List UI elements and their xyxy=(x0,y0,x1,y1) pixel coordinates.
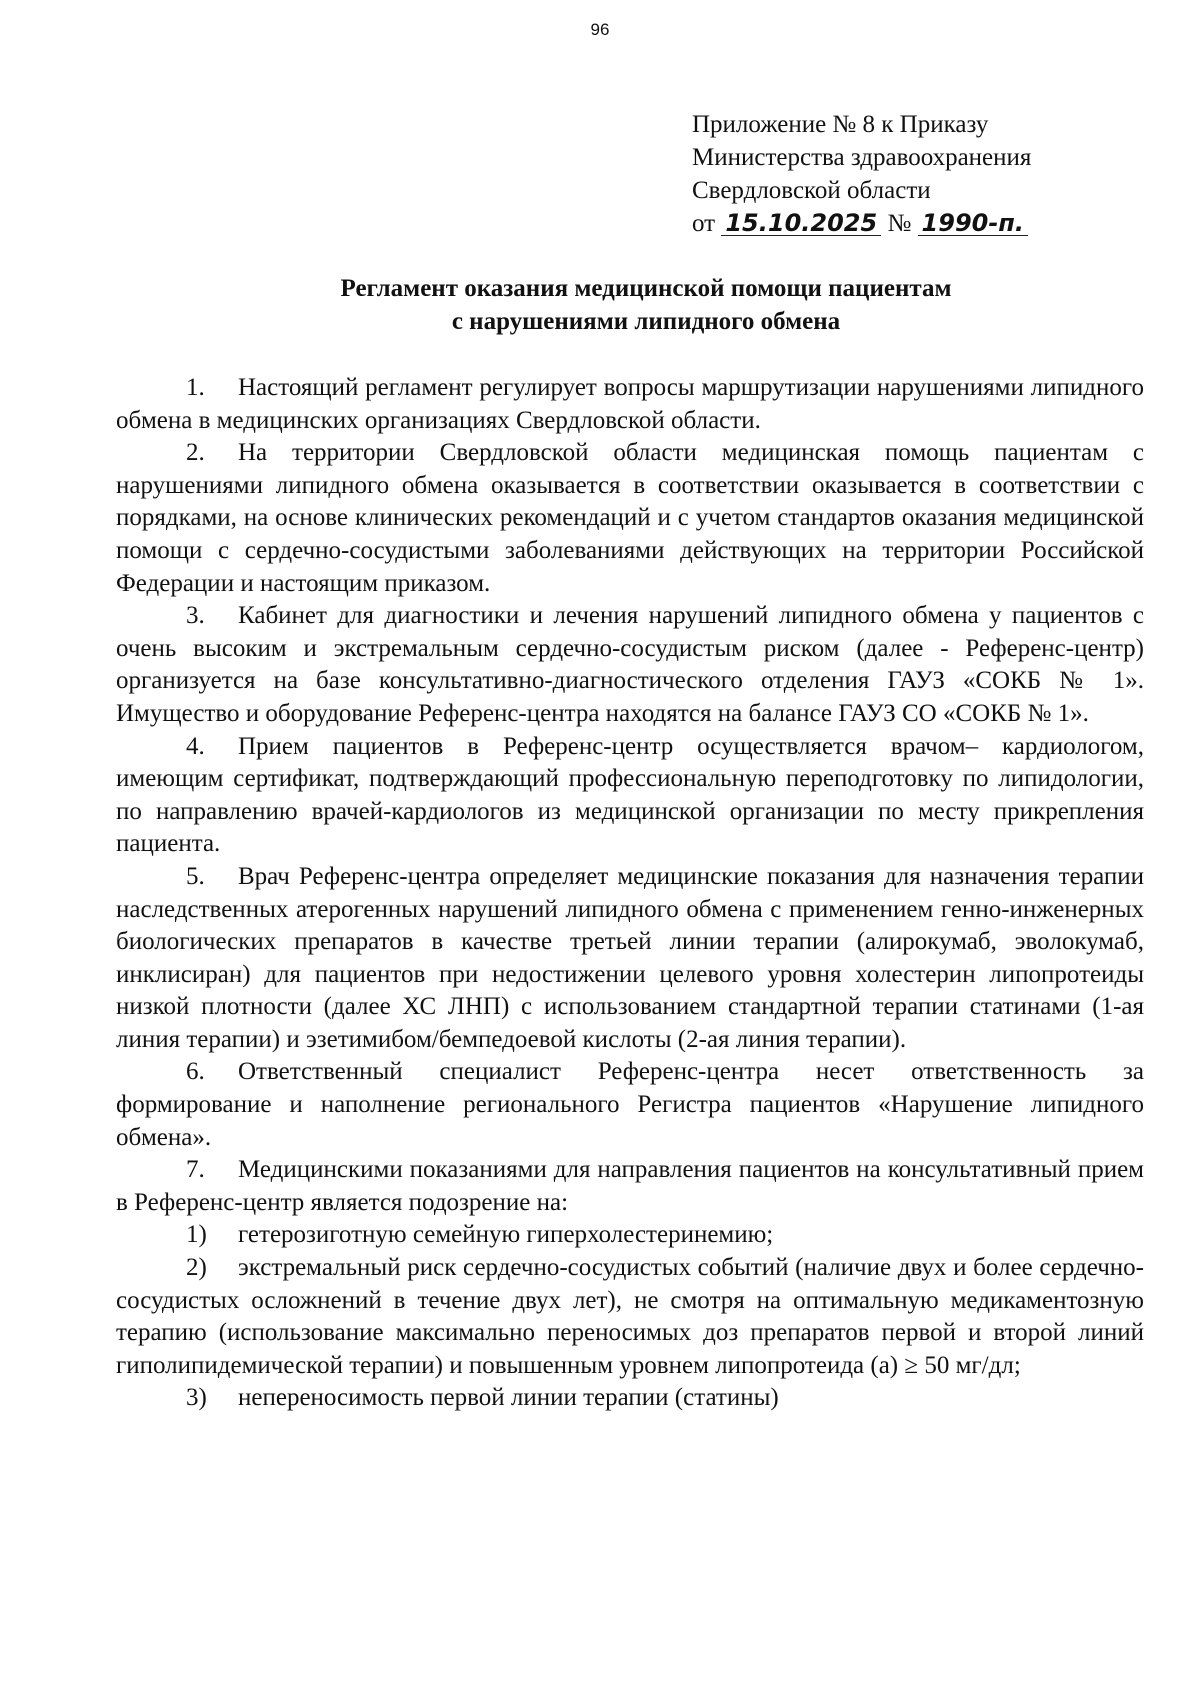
appendix-line-3: Свердловской области xyxy=(692,177,931,204)
list-item-text: непереносимость первой линии терапии (статины) xyxy=(238,1384,779,1412)
paragraph-7 xyxy=(116,1154,1144,1219)
list-item-number: 2) xyxy=(186,1254,207,1282)
paragraph-number: 3. xyxy=(186,602,205,630)
appendix-line-1: Приложение № 8 к Приказу xyxy=(692,111,989,138)
paragraph-4 xyxy=(116,731,1144,861)
handwritten-order-number: 1990-п. xyxy=(918,211,1028,236)
paragraph-6 xyxy=(116,1056,1144,1154)
page-number: 96 xyxy=(590,20,610,39)
date-prefix: от xyxy=(692,210,716,237)
appendix-line-2: Министерства здравоохранения xyxy=(692,144,1032,171)
appendix-date-line xyxy=(692,207,1152,240)
paragraph-number: 5. xyxy=(186,862,205,890)
title-line-1: Регламент оказания медицинской помощи пациентам xyxy=(340,275,952,302)
list-item-3 xyxy=(116,1382,1144,1415)
number-label: № xyxy=(887,210,912,237)
list-item-number: 1) xyxy=(186,1221,207,1249)
paragraph-text: Врач Референс-центра определяет медицинские показания для назначения терапии наследственных атерогенных нарушений липидного обмена с применением генно-инженерных биологических препаратов в качестве третьей линии терапии (алирокумаб, эволокумаб, инклисиран) для пациентов при недостижении целевого уровня холестерин липопротеиды низкой плотности (далее ХС ЛНП) с использованием стандартной терапии статинами (1-ая линия терапии) и эзетимибом/бемпедоевой кислоты (2-ая линия терапии). xyxy=(116,862,1144,1053)
paragraph-number: 1. xyxy=(186,374,205,401)
paragraph-3 xyxy=(116,600,1144,730)
handwritten-date: 15.10.2025 xyxy=(721,211,881,236)
paragraph-text: Кабинет для диагностики и лечения нарушений липидного обмена у пациентов с очень высоким и экстремальным сердечно-сосудистым риском (далее - Референс-центр) организуется на базе консультативно-диагностического отделения ГАУЗ «СОКБ № 1». Имущество и оборудование Референс-центра находятся на балансе ГАУЗ СО «СОКБ № 1». xyxy=(116,602,1144,727)
title-line-2: с нарушениями липидного обмена xyxy=(451,308,841,335)
document-title xyxy=(116,272,1176,338)
paragraph-2 xyxy=(116,437,1144,600)
paragraph-text: Медицинскими показаниями для направления пациентов на консультативный прием в Референс-центр является подозрение на: xyxy=(116,1156,1144,1216)
document-body xyxy=(116,372,1144,1415)
list-item-1 xyxy=(116,1219,1144,1252)
paragraph-text: Настоящий регламент регулирует вопросы маршрутизации нарушениями липидного обмена в медицинских организациях Свердловской области. xyxy=(116,374,1144,434)
paragraph-1 xyxy=(116,372,1144,437)
list-item-text: экстремальный риск сердечно-сосудистых событий (наличие двух и более сердечно-сосудистых осложнений в течение двух лет), не смотря на оптимальную медикаментозную терапию (использование максимально переносимых доз препаратов первой и второй линий гиполипидемической терапии) и повышенным уровнем липопротеида (а) ≥ 50 мг/дл; xyxy=(116,1254,1144,1379)
paragraph-5 xyxy=(116,861,1144,1057)
paragraph-number: 2. xyxy=(186,439,205,467)
paragraph-number: 7. xyxy=(186,1156,205,1184)
paragraph-number: 4. xyxy=(186,732,205,760)
list-item-text: гетерозиготную семейную гиперхолестеринемию; xyxy=(238,1221,774,1249)
paragraph-number: 6. xyxy=(186,1058,205,1086)
paragraph-text: На территории Свердловской области медицинская помощь пациентам с нарушениями липидного обмена оказывается в соответствии оказывается в соответствии с порядками, на основе клинических рекомендаций и с учетом стандартов оказания медицинской помощи с сердечно-сосудистыми заболеваниями действующих на территории Российской Федерации и настоящим приказом. xyxy=(116,439,1144,597)
list-item-number: 3) xyxy=(186,1384,207,1412)
appendix-header xyxy=(692,108,1152,240)
paragraph-text: Прием пациентов в Референс-центр осуществляется врачом– кардиологом, имеющим сертификат, подтверждающий профессиональную переподготовку по липидологии, по направлению врачей-кардиологов из медицинской организации по месту прикрепления пациента. xyxy=(116,732,1144,858)
list-item-2 xyxy=(116,1252,1144,1382)
paragraph-text: Ответственный специалист Референс-центра несет ответственность за формирование и наполнение регионального Регистра пациентов «Нарушение липидного обмена». xyxy=(116,1058,1144,1151)
